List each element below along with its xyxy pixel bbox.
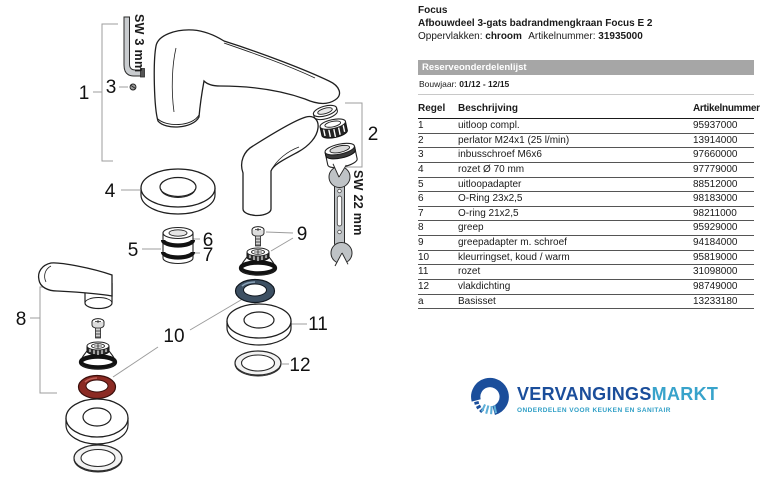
- callout-6: 6: [202, 230, 214, 251]
- surface-label: Oppervlakken:: [418, 31, 483, 42]
- table-row: [418, 280, 754, 295]
- table-row: [418, 148, 754, 163]
- cell-regel: 11: [418, 266, 429, 278]
- cell-regel: 10: [418, 251, 430, 263]
- color-ring-cold: [236, 280, 275, 303]
- aerator-insert: [319, 117, 348, 140]
- article-value: 31935000: [598, 31, 643, 42]
- callout-9: 9: [296, 224, 308, 245]
- table-row: [418, 251, 754, 266]
- cell-regel: 7: [418, 207, 424, 219]
- vendor-logo-text: [517, 384, 718, 414]
- handle-adapter-left: [81, 342, 115, 369]
- table-row: [418, 265, 754, 280]
- handle-adapter-center: [241, 248, 275, 275]
- cell-artikelnummer: 95819000: [693, 251, 738, 263]
- escutcheon-rozet-11: [227, 304, 291, 345]
- cell-beschrijving: O-ring 21x2,5: [458, 207, 519, 219]
- handle-center: [242, 117, 319, 216]
- cell-regel: 6: [418, 193, 424, 205]
- callout-8: 8: [15, 309, 27, 330]
- spout-drawing: [154, 30, 339, 127]
- callout-4: 4: [104, 181, 116, 202]
- flat-gasket-12: [235, 351, 281, 376]
- hex-key-icon: [124, 14, 146, 77]
- wrench-size-label: SW 22 mm: [351, 170, 365, 236]
- cell-artikelnummer: 98183000: [693, 193, 738, 205]
- cell-regel: 12: [418, 281, 430, 293]
- cell-artikelnummer: 95929000: [693, 222, 738, 234]
- year-label: Bouwjaar:: [419, 79, 457, 89]
- surface-value: chroom: [485, 31, 522, 42]
- parts-list-header: Reserveonderdelenlijst: [418, 60, 754, 75]
- callout-1: 1: [78, 83, 90, 104]
- product-specs: [418, 30, 754, 43]
- callout-5: 5: [127, 240, 139, 261]
- cell-regel: 8: [418, 222, 424, 234]
- callout-12: 12: [289, 355, 311, 376]
- cell-beschrijving: uitloopadapter: [458, 178, 522, 190]
- color-ring-warm: [79, 376, 116, 399]
- parts-table-header: [418, 101, 760, 119]
- escutcheon-rozet-4: [141, 169, 215, 214]
- cell-beschrijving: Basisset: [458, 295, 496, 307]
- table-row: [418, 207, 754, 222]
- cell-artikelnummer: 88512000: [693, 178, 738, 190]
- table-row: [418, 134, 754, 149]
- cell-artikelnummer: 98211000: [693, 207, 737, 219]
- parts-table: [418, 101, 760, 309]
- table-row: [418, 178, 754, 193]
- cell-beschrijving: vlakdichting: [458, 281, 511, 293]
- callout-2: 2: [367, 124, 379, 145]
- outlet-adapter: [163, 228, 193, 264]
- series-name: Focus: [418, 5, 448, 16]
- cell-artikelnummer: 98749000: [693, 281, 738, 293]
- cell-beschrijving: greep: [458, 222, 484, 234]
- wrench-icon: [329, 163, 365, 267]
- table-row: [418, 236, 754, 251]
- cell-regel: 1: [418, 120, 424, 131]
- table-row: [418, 295, 754, 310]
- cell-beschrijving: rozet: [458, 266, 481, 278]
- table-row: [418, 192, 754, 207]
- handle-screw: [252, 227, 264, 246]
- callout-10: 10: [163, 326, 185, 347]
- col-regel: Regel: [418, 103, 446, 114]
- cell-artikelnummer: 95937000: [693, 120, 738, 131]
- col-beschrijving: Beschrijving: [458, 103, 519, 114]
- table-row: [418, 221, 754, 236]
- cell-artikelnummer: 94184000: [693, 237, 738, 249]
- cell-regel: a: [418, 295, 424, 307]
- info-panel: [418, 4, 760, 309]
- product-title: Afbouwdeel 3-gats badrandmengkraan Focus E 2: [418, 18, 653, 29]
- escutcheon-rozet-left: [66, 399, 128, 444]
- cell-regel: 5: [418, 178, 424, 190]
- cell-beschrijving: uitloop compl.: [458, 120, 520, 131]
- logo-name-primary: VERVANGINGS: [517, 384, 652, 404]
- year-value: 01/12 - 12/15: [459, 79, 510, 89]
- cell-beschrijving: greepadapter m. schroef: [458, 237, 567, 249]
- production-years: [418, 75, 754, 95]
- cell-beschrijving: rozet Ø 70 mm: [458, 163, 525, 175]
- vervangingsmarkt-logo-icon: [467, 377, 513, 423]
- table-row: [418, 163, 754, 178]
- cell-regel: 3: [418, 149, 424, 161]
- hex-key-size-label: SW 3 mm: [132, 14, 146, 73]
- cell-artikelnummer: 31098000: [693, 266, 738, 278]
- grub-screw: [130, 84, 136, 90]
- flat-gasket-left: [74, 445, 122, 472]
- cell-beschrijving: perlator M24x1 (25 l/min): [458, 134, 570, 146]
- cell-beschrijving: O-Ring 23x2,5: [458, 193, 523, 205]
- article-label: Artikelnummer:: [528, 31, 596, 42]
- handle-screw-left: [92, 319, 104, 338]
- cell-artikelnummer: 13914000: [693, 134, 738, 146]
- cell-beschrijving: kleurringset, koud / warm: [458, 251, 570, 263]
- cell-regel: 2: [418, 134, 424, 146]
- handle-left: [39, 263, 112, 309]
- callout-3: 3: [105, 77, 117, 98]
- col-artikelnummer: Artikelnummer: [693, 103, 760, 114]
- vendor-logo: [467, 376, 757, 432]
- cell-artikelnummer: 97660000: [693, 149, 738, 161]
- callout-7: 7: [202, 245, 214, 266]
- cell-regel: 4: [418, 163, 424, 175]
- cell-beschrijving: inbusschroef M6x6: [458, 149, 542, 161]
- logo-name-secondary: MARKT: [651, 384, 719, 404]
- cell-artikelnummer: 97779000: [693, 163, 738, 175]
- cell-artikelnummer: 13233180: [693, 295, 738, 307]
- logo-tagline: ONDERDELEN VOOR KEUKEN EN SANITAIR: [517, 407, 671, 414]
- callout-11: 11: [308, 314, 328, 335]
- table-row: [418, 119, 754, 134]
- cell-regel: 9: [418, 237, 424, 249]
